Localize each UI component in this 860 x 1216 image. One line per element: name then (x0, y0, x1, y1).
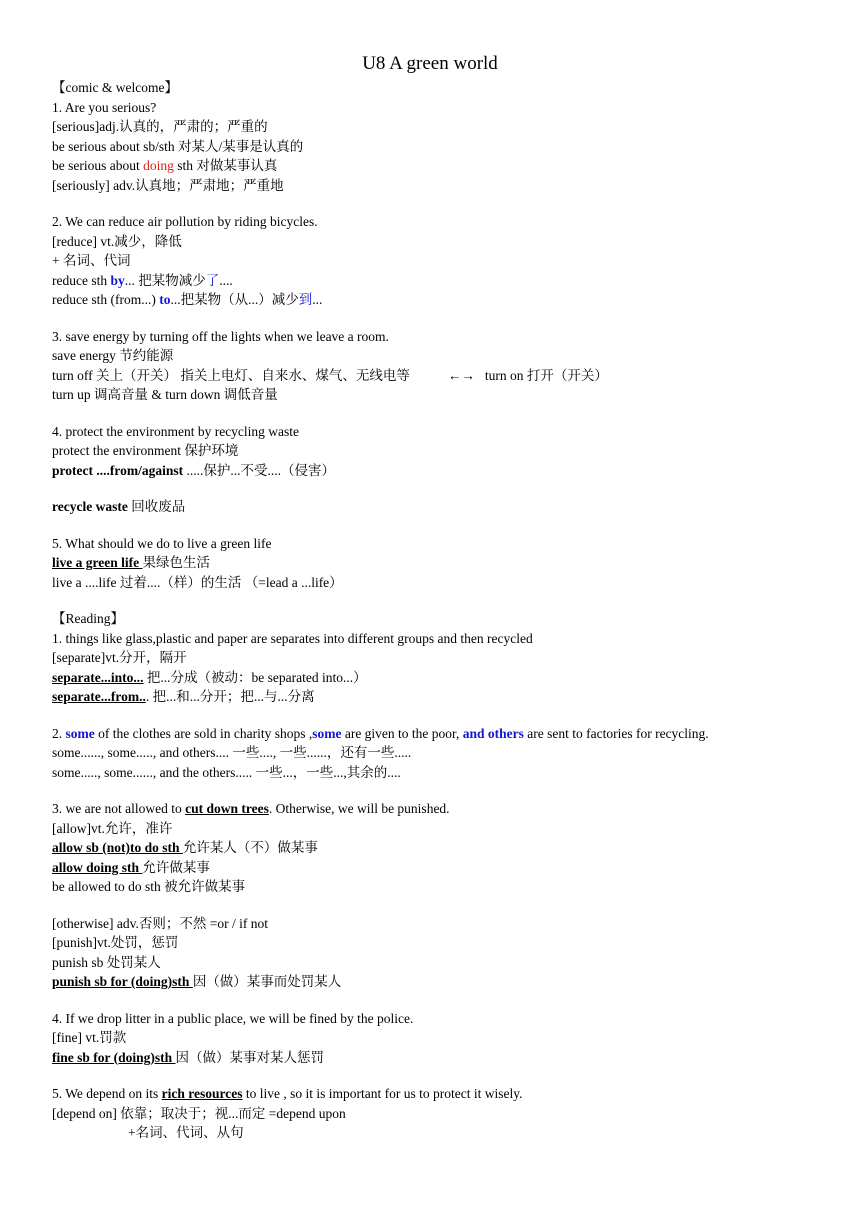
reading-1-from (52, 687, 842, 707)
reading-3-sentence (52, 799, 842, 819)
text: 因（做）某事对某人惩罚 (175, 1049, 325, 1065)
text: ...把某物（从...）减少 (170, 292, 299, 307)
text: turn on 打开（开关） (484, 367, 608, 383)
item-3-turn-off (52, 366, 842, 386)
text: allow sb (not)to do sth (52, 840, 183, 855)
text: reduce sth (from...) (52, 292, 160, 307)
text: .... (219, 272, 233, 288)
item-4-phrase: protect the environment 保护环境 (52, 443, 239, 458)
text: turn off 关上（开关） 指关上电灯、自来水、煤气、无线电等 (52, 367, 410, 383)
reading-4-fine-for (52, 1048, 842, 1068)
reading-3-punish-def: [punish]vt.处罚，惩罚 (52, 935, 179, 950)
item-2-usage: + 名词、代词 (52, 253, 131, 268)
text: allow doing sth (52, 859, 143, 875)
highlight-dao: 到 (298, 292, 313, 307)
item-5-sentence: 5. What should we do to live a green life (52, 535, 272, 551)
reading-2-pattern-1: some......, some....., and others.... 一些...., 一些......，还有一些..... (52, 745, 412, 760)
reading-3-be-allowed: be allowed to do sth 被允许做某事 (52, 879, 246, 894)
item-1-phrase-1: be serious about sb/sth 对某人/某事是认真的 (52, 138, 304, 154)
text: punish sb for (doing)sth (52, 974, 193, 989)
text: 回收废品 (127, 499, 186, 514)
highlight-doing: doing (143, 158, 174, 173)
item-1-phrase-2 (52, 156, 842, 176)
highlight-to: to (159, 292, 171, 307)
reading-3-punish-for (52, 972, 842, 992)
text: reduce sth (52, 272, 111, 288)
highlight-le: 了 (205, 272, 220, 288)
text: 把...分成（被动：be separated into...） (143, 669, 367, 685)
reading-5-usage: +名词、代词、从句 (128, 1125, 244, 1140)
item-1-def: [serious]adj.认真的，严肃的；严重的 (52, 119, 268, 134)
text: cut down trees (185, 801, 269, 816)
item-5-live: live a ....life 过着....（样）的生活 （=lead a ...life） (52, 574, 343, 590)
text: recycle waste (52, 499, 128, 514)
text: 果绿色生活 (142, 555, 210, 570)
highlight-and-others: and others (462, 725, 524, 741)
item-4-protect (52, 461, 842, 481)
reading-3-allow-doing (52, 858, 842, 878)
text: 2. (52, 725, 66, 741)
text: ... (312, 292, 323, 307)
highlight-some: some (65, 725, 95, 741)
reading-5-def: [depend on] 依靠；取决于；视...而定 =depend upon (52, 1105, 346, 1121)
text: sth 对做某事认真 (173, 158, 278, 173)
text: live a green life (52, 555, 143, 570)
reading-3-allow-sb (52, 838, 842, 858)
text: . 把...和...分开；把...与...分离 (145, 689, 315, 704)
text: ... 把某物减少 (124, 272, 206, 288)
reading-4-sentence: 4. If we drop litter in a public place, we will be fined by the police. (52, 1010, 414, 1026)
reading-2-sentence (52, 724, 842, 744)
item-2-phrase-to (52, 290, 842, 310)
text: 允许某人（不）做某事 (182, 840, 318, 855)
highlight-some: some (312, 725, 342, 741)
item-1-adverb: [seriously] adv.认真地；严肃地；严重地 (52, 177, 284, 193)
item-1-sentence: 1. Are you serious? (52, 99, 157, 115)
reading-1-into (52, 668, 842, 688)
text: protect ....from/against (52, 462, 184, 478)
text: are given to the poor, (341, 725, 463, 741)
text: fine sb for (doing)sth (52, 1049, 176, 1065)
item-2-phrase-by (52, 271, 842, 291)
text: to live , so it is important for us to protect it wisely. (242, 1086, 523, 1101)
item-4-sentence: 4. protect the environment by recycling waste (52, 423, 300, 439)
item-3-sentence: 3. save energy by turning off the lights when we leave a room. (52, 328, 389, 344)
text: . Otherwise, we will be punished. (268, 801, 450, 816)
reading-3-punish-sb: punish sb 处罚某人 (52, 954, 161, 970)
text: 允许做某事 (142, 859, 210, 875)
text: .....保护...不受....（侵害） (183, 462, 335, 478)
item-4-recycle (52, 497, 842, 517)
item-3-turn-up: turn up 调高音量 & turn down 调低音量 (52, 387, 278, 402)
text: 3. we are not allowed to (52, 801, 186, 816)
text: of the clothes are sold in charity shops , (94, 725, 313, 741)
item-2-def: [reduce] vt.减少，降低 (52, 233, 182, 249)
reading-4-def: [fine] vt.罚款 (52, 1030, 127, 1045)
reading-1-sentence: 1. things like glass,plastic and paper are separates into different groups and then recycled (52, 630, 533, 646)
reading-2-pattern-2: some....., some......, and the others..... 一些...，一些...,其余的.... (52, 764, 401, 780)
item-2-sentence: 2. We can reduce air pollution by riding bicycles. (52, 214, 318, 229)
reading-5-sentence (52, 1084, 842, 1104)
highlight-by: by (110, 272, 125, 288)
text: 因（做）某事而处罚某人 (192, 974, 342, 989)
item-3-phrase: save energy 节约能源 (52, 348, 174, 363)
document-page (52, 50, 842, 1143)
reading-3-otherwise: [otherwise] adv.否则；不然 =or / if not (52, 915, 268, 931)
section-heading-reading: 【Reading】 (52, 611, 124, 626)
section-heading-comic: 【comic & welcome】 (52, 80, 178, 95)
text: rich resources (161, 1086, 243, 1101)
text: are sent to factories for recycling. (523, 725, 709, 741)
text: 5. We depend on its (52, 1086, 162, 1101)
text: separate...from.. (52, 689, 146, 704)
text: separate...into... (52, 669, 144, 685)
double-arrow-icon: ←→ (447, 367, 475, 383)
item-5-phrase (52, 553, 842, 573)
document-title: U8 A green world (362, 53, 498, 74)
text: be serious about (52, 158, 144, 173)
reading-1-def: [separate]vt.分开，隔开 (52, 650, 187, 665)
reading-3-def: [allow]vt.允许，准许 (52, 820, 173, 836)
